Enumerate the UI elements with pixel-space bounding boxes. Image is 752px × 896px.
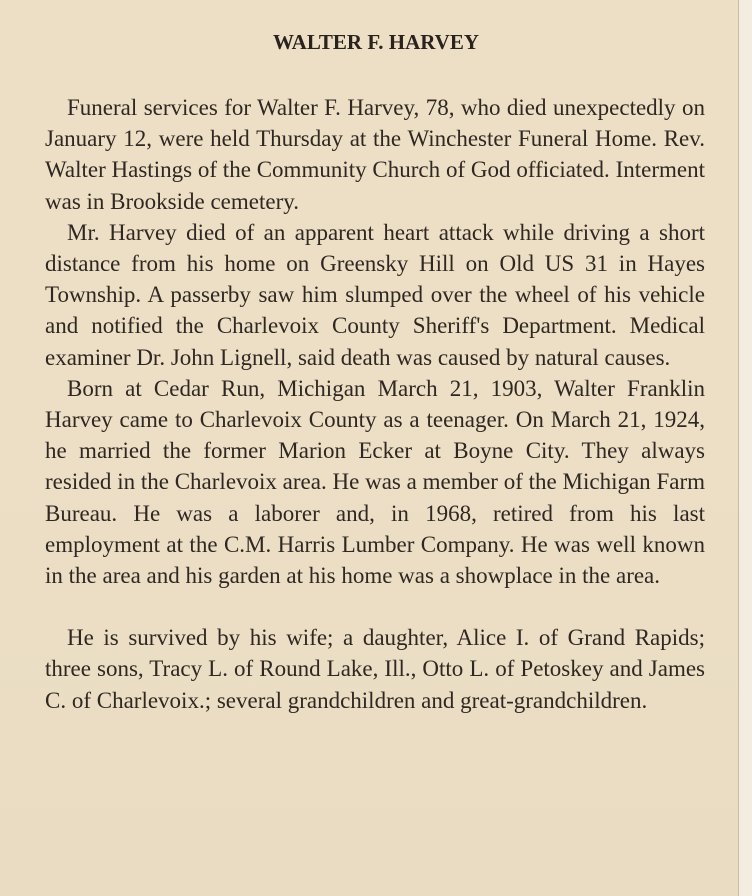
obituary-body bbox=[45, 92, 705, 716]
obituary-headline: WALTER F. HARVEY bbox=[272, 30, 479, 54]
paragraph-biography: Born at Cedar Run, Michigan March 21, 1903, Walter Franklin Harvey came to Charlevoix County as a teenager. On March 21, 1924, he married the former Marion Ecker at Boyne City. They always resided in the Charlevoix area. He was a member of the Michigan Farm Bureau. He was a laborer and, in 1968, retired from his last employment at the C.M. Harris Lumber Company. He was well known in the area and his garden at his home was a showplace in the area. bbox=[45, 375, 705, 589]
paragraph-survivors: He is survived by his wife; a daughter, Alice I. of Grand Rapids; three sons, Tracy L. of Round Lake, Ill., Otto L. of Petoskey and James C. of Charlevoix.; several grandchildren and great-grandchildren. bbox=[45, 625, 705, 713]
paragraph-funeral-services: Funeral services for Walter F. Harvey, 78, who died unexpectedly on January 12, were held Thursday at the Winchester Funeral Home. Rev. Walter Hastings of the Community Church of God officiated. Interment was in Brookside cemetery. bbox=[45, 95, 705, 214]
scan-margin bbox=[739, 0, 752, 896]
paragraph-cause-of-death: Mr. Harvey died of an apparent heart attack while driving a short distance from his home on Greensky Hill on Old US 31 in Hayes Township. A passerby saw him slumped over the wheel of his vehicle and notified the Charlevoix County Sheriff's Department. Medical examiner Dr. John Lignell, said death was caused by natural causes. bbox=[45, 219, 705, 370]
